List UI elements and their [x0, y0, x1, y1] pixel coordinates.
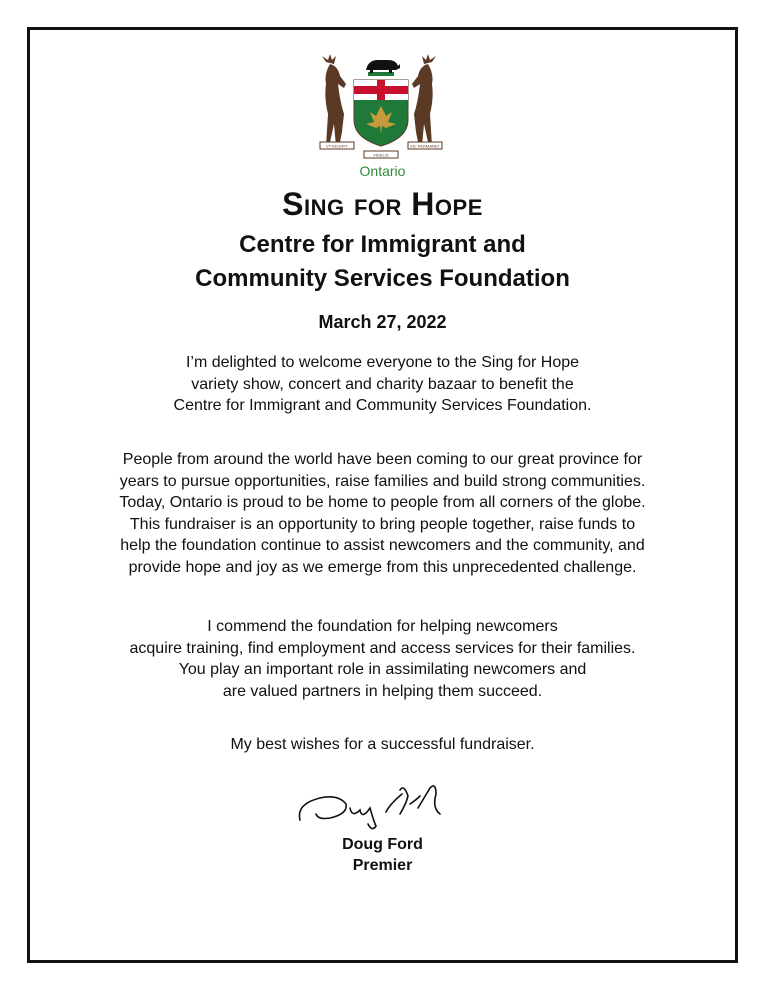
moose-left-icon: [322, 54, 346, 146]
commendation-paragraph: [60, 616, 705, 702]
paragraph-line: acquire training, find employment and access services for their families.: [129, 639, 636, 657]
paragraph-line: years to pursue opportunities, raise families and build strong communities.: [119, 472, 646, 490]
paragraph-line: This fundraiser is an opportunity to bring people together, raise funds to: [129, 515, 636, 533]
paragraph-line: Today, Ontario is proud to be home to people from all corners of the globe.: [119, 494, 646, 511]
signer-role: Premier: [352, 857, 413, 874]
shield-icon: [354, 80, 408, 146]
organization-name: [0, 228, 765, 296]
paragraph-line: People from around the world have been coming to our great province for: [122, 451, 643, 468]
svg-text:VT INCEPIT: VT INCEPIT: [326, 143, 348, 149]
signatory: [0, 834, 765, 876]
event-title: Sing for Hope: [282, 186, 483, 222]
deer-right-icon: [412, 54, 436, 146]
paragraph-line: provide hope and joy as we emerge from this unprecedented challenge.: [128, 558, 637, 576]
handwritten-signature: [290, 774, 470, 834]
bear-icon: [366, 60, 400, 76]
province-paragraph: [60, 449, 705, 578]
org-line: Centre for Immigrant and: [239, 231, 526, 258]
paragraph-line: You play an important role in assimilating newcomers and: [178, 661, 587, 678]
signer-name: Doug Ford: [342, 836, 423, 853]
ontario-wordmark: Ontario: [359, 163, 406, 179]
event-date: March 27, 2022: [318, 312, 447, 332]
welcome-paragraph: [60, 352, 705, 417]
paragraph-line: My best wishes for a successful fundraiser.: [230, 736, 535, 753]
wishes-paragraph: [60, 734, 705, 756]
paragraph-line: I commend the foundation for helping newcomers: [207, 618, 558, 635]
org-line: Community Services Foundation: [195, 265, 570, 292]
svg-text:FIDELIS: FIDELIS: [373, 152, 389, 158]
svg-text:SIC PERMANET: SIC PERMANET: [409, 143, 441, 149]
paragraph-line: Centre for Immigrant and Community Services Foundation.: [173, 397, 592, 414]
paragraph-line: help the foundation continue to assist newcomers and the community, and: [120, 537, 645, 554]
paragraph-line: variety show, concert and charity bazaar to benefit the: [191, 375, 574, 393]
ontario-coat-of-arms: [316, 54, 446, 164]
paragraph-line: I’m delighted to welcome everyone to the Sing for Hope: [185, 354, 580, 371]
paragraph-line: are valued partners in helping them succeed.: [222, 682, 543, 700]
